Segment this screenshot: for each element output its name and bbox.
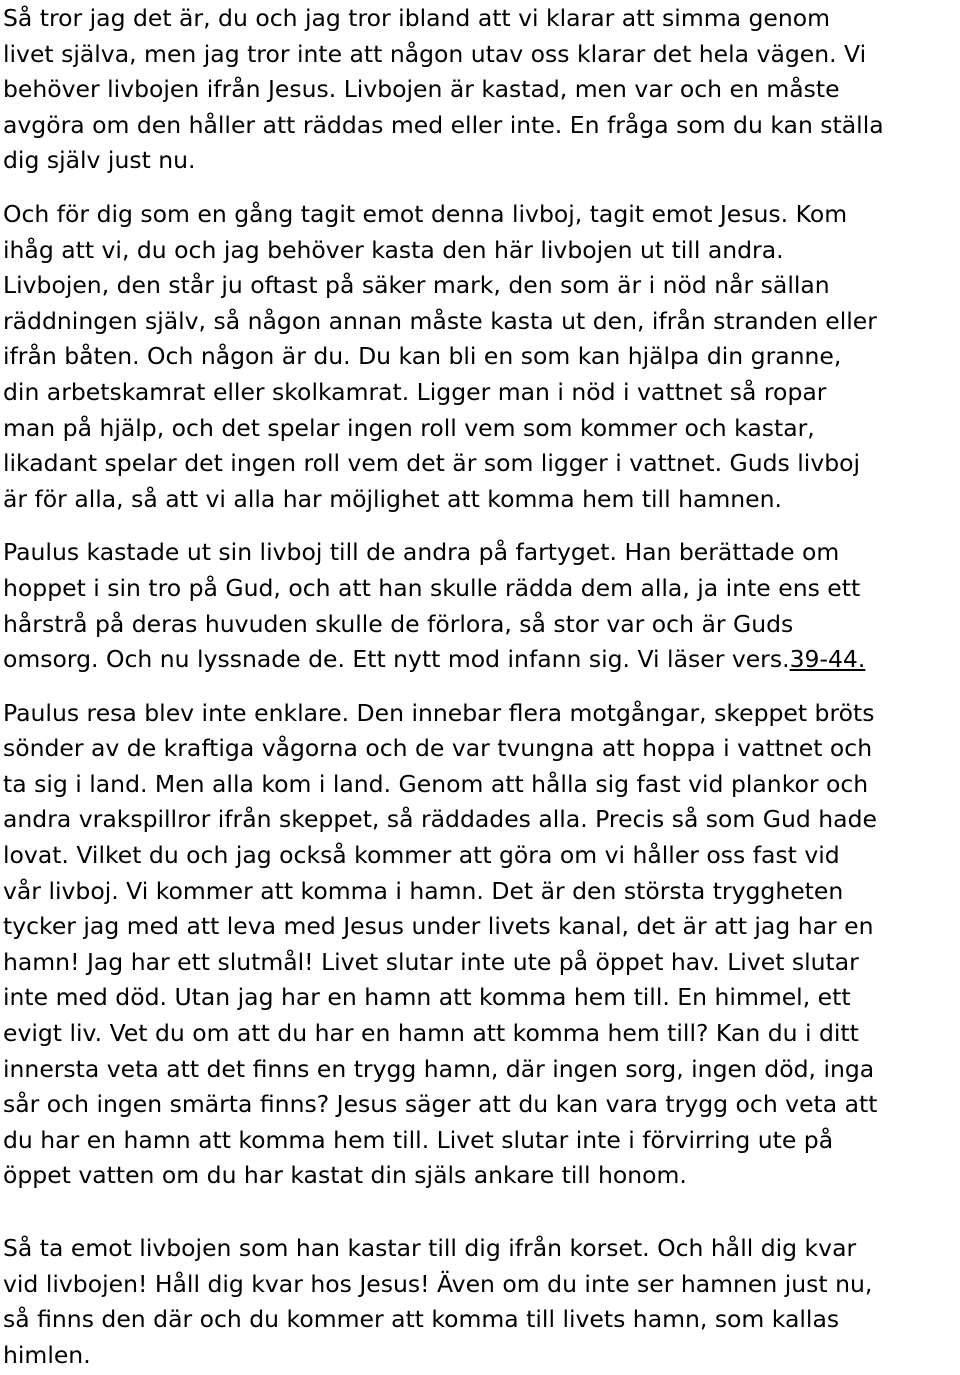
text-line: öppet vatten om du har kastat din själs ankare till honom. xyxy=(3,1161,687,1190)
text-line: Livbojen, den står ju oftast på säker mark, den som är i nöd når sällan xyxy=(3,271,830,300)
text-line: avgöra om den håller att räddas med eller inte. En fråga som du kan ställa xyxy=(3,110,884,139)
verse-reference-link[interactable]: 39-44. xyxy=(789,645,866,674)
text-line: vid livbojen! Håll dig kvar hos Jesus! Även om du inte ser hamnen just nu, xyxy=(3,1269,873,1298)
text-line: andra vrakspillror ifrån skeppet, så räddades alla. Precis så som Gud hade xyxy=(3,805,877,834)
paragraph-2 xyxy=(3,197,958,517)
text-line: du har en hamn att komma hem till. Livet slutar inte i förvirring ute på xyxy=(3,1125,834,1154)
text-line: din arbetskamrat eller skolkamrat. Ligger man i nöd i vattnet så ropar xyxy=(3,377,827,406)
text-line: man på hjälp, och det spelar ingen roll vem som kommer och kastar, xyxy=(3,413,815,442)
text-line: Så tror jag det är, du och jag tror ibland att vi klarar att simma genom xyxy=(3,4,831,32)
text-line: lovat. Vilket du och jag också kommer att göra om vi håller oss fast vid xyxy=(3,841,840,870)
text-line: himlen. xyxy=(3,1340,91,1369)
text-line: ifrån båten. Och någon är du. Du kan bli en som kan hjälpa din granne, xyxy=(3,342,842,371)
text-line: ta sig i land. Men alla kom i land. Genom att hålla sig fast vid plankor och xyxy=(3,769,869,798)
paragraph-4 xyxy=(3,696,958,1194)
text-line: inte med död. Utan jag har en hamn att komma hem till. En himmel, ett xyxy=(3,983,851,1012)
text-line: likadant spelar det ingen roll vem det är som ligger i vattnet. Guds livboj xyxy=(3,449,861,478)
text-line: så finns den där och du kommer att komma till livets hamn, som kallas xyxy=(3,1305,840,1334)
text-line: Paulus kastade ut sin livboj till de andra på fartyget. Han berättade om xyxy=(3,538,840,567)
text-line: dig själv just nu. xyxy=(3,146,196,175)
text-line-with-reference xyxy=(3,642,958,678)
text-line: hoppet i sin tro på Gud, och att han skulle rädda dem alla, ja inte ens ett xyxy=(3,573,861,602)
text-line: sönder av de kraftiga vågorna och de var tvungna att hoppa i vattnet och xyxy=(3,734,873,763)
text-line: evigt liv. Vet du om att du har en hamn att komma hem till? Kan du i ditt xyxy=(3,1019,859,1048)
text-line: livet själva, men jag tror inte att någon utav oss klarar det hela vägen. Vi xyxy=(3,39,867,68)
paragraph-3 xyxy=(3,535,958,677)
text-line: räddningen själv, så någon annan måste kasta ut den, ifrån stranden eller xyxy=(3,306,877,335)
text-line: tycker jag med att leva med Jesus under livets kanal, det är att jag har en xyxy=(3,912,874,941)
paragraph-5 xyxy=(3,1231,958,1373)
text-line-prefix: omsorg. Och nu lyssnade de. Ett nytt mod infann sig. Vi läser vers. xyxy=(3,645,790,674)
text-line: hårstrå på deras huvuden skulle de förlora, så stor var och är Guds xyxy=(3,609,794,638)
text-line: Och för dig som en gång tagit emot denna livboj, tagit emot Jesus. Kom xyxy=(3,199,848,228)
text-line: är för alla, så att vi alla har möjlighet att komma hem till hamnen. xyxy=(3,484,782,513)
text-line: behöver livbojen ifrån Jesus. Livbojen är kastad, men var och en måste xyxy=(3,75,840,104)
document-body xyxy=(3,0,958,1373)
text-line: sår och ingen smärta finns? Jesus säger att du kan vara trygg och veta att xyxy=(3,1090,878,1119)
text-line: Så ta emot livbojen som han kastar till dig ifrån korset. Och håll dig kvar xyxy=(3,1234,857,1262)
paragraph-1 xyxy=(3,1,958,179)
text-line: hamn! Jag har ett slutmål! Livet slutar inte ute på öppet hav. Livet slutar xyxy=(3,947,859,976)
text-line: ihåg att vi, du och jag behöver kasta den här livbojen ut till andra. xyxy=(3,235,784,264)
text-line: vår livboj. Vi kommer att komma i hamn. Det är den största tryggheten xyxy=(3,876,844,905)
text-line: innersta veta att det finns en trygg hamn, där ingen sorg, ingen död, inga xyxy=(3,1054,875,1083)
text-line: Paulus resa blev inte enklare. Den innebar flera motgångar, skeppet bröts xyxy=(3,698,875,727)
